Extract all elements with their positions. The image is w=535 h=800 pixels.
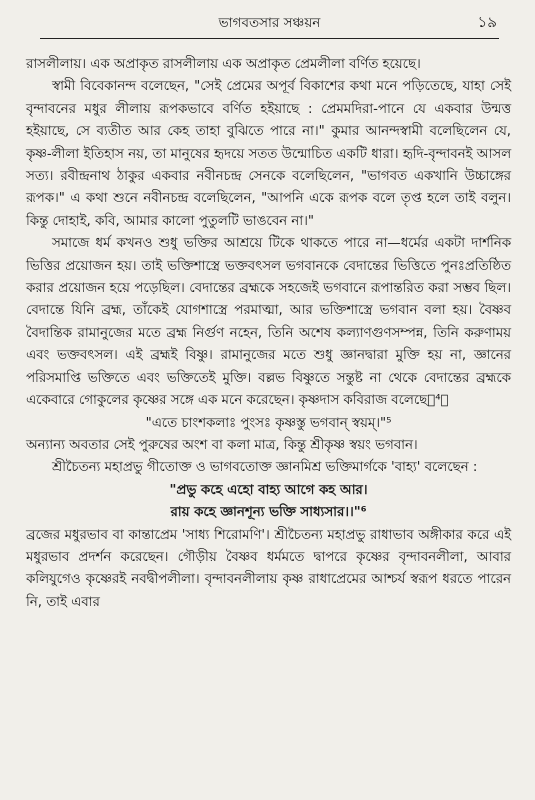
paragraph: রাসলীলায়। এক অপ্রাকৃত রাসলীলায় এক অপ্রাকৃত প্রেমলীলা বর্ণিত হয়েছে। xyxy=(26,57,421,72)
page-body xyxy=(26,54,511,614)
paragraph: স্বামী বিবেকানন্দ বলেছেন, "সেই প্রেমের অপূর্ব বিকাশের কথা মনে পড়িতেছে, যাহা সেই বৃন্দাবনের মধুর লীলায় রূপকভাবে বর্ণিত হইয়াছে : প্রেমমদিরা-পানে যে একবার উন্মত্ত হইয়াছে, সে ব্যতীত আর কেহ তাহা বুঝিতে পারে না।" কুমার আনন্দস্বামী বলেছিলেন যে, কৃষ্ণ-লীলা ইতিহাস নয়, তা মানুষের হৃদয়ে সতত উন্মোচিত একটি ধারা। হৃদি-বৃন্দাবনই আসল সত্য। রবীন্দ্রনাথ ঠাকুর একবার নবীনচন্দ্র সেনকে বলেছিলেন, "ভাগবত একখানি উচ্চাঙ্গের রূপক।" এ কথা শুনে নবীনচন্দ্র বলেছিলেন, "আপনি একে রূপক বলে তৃপ্ত হলে তাই বলুন। কিন্তু দোহাই, কবি, আমার কালো পুতুলটি ভাঙবেন না।" xyxy=(26,79,511,229)
paragraph: সমাজে ধর্ম কখনও শুধু ভক্তির আশ্রয়ে টিকে থাকতে পারে না—ধর্মের একটা দার্শনিক ভিত্তির প্রয়োজন হয়। তাই ভক্তিশাস্ত্রে ভক্তবৎসল ভগবানকে বেদান্তের ভিত্তিতে পুনঃপ্রতিষ্ঠিত করার প্রয়োজন হয়ে পড়েছিল। বেদান্তের ব্রহ্মকে সহজেই ভগবানে রূপান্তরিত করা সম্ভব ছিল। বেদান্তে যিনি ব্রহ্ম, তাঁকেই যোগশাস্ত্রে পরমাত্মা, আর ভক্তিশাস্ত্রে ভগবান বলা হয়। বৈষ্ণব বৈদান্তিক রামানুজের মতে ব্রহ্ম নির্গুণ নহেন, তিনি অশেষ কল্যাণগুণসম্পন্ন, তিনি করুণাময় এবং ভক্তবৎসল। এই ব্রহ্মই বিষ্ণু। রামানুজের মতে শুধু জ্ঞানদ্বারা মুক্তি হয় না, জ্ঞানের পরিসমাপ্তি ভক্তিতে এবং ভক্তিতেই মুক্তি। বল্লভ বিষ্ণুতে সন্তুষ্ট না থেকে বেদান্তের ব্রহ্মকে একেবারে গোকুলের কৃষ্ণের সঙ্গে এক মনে করেছেন। কৃষ্ণদাস কবিরাজ বলেছেন⁴ঃ xyxy=(26,236,511,409)
sanskrit-quote: "এতে চাংশকলাঃ পুংসঃ কৃষ্ণস্তু ভগবান্ স্বয়ম্।"⁵ xyxy=(145,415,392,431)
running-header xyxy=(40,8,499,39)
page-number: ১৯ xyxy=(477,13,497,31)
running-title: ভাগবতসার সঞ্চয়ন xyxy=(218,15,321,31)
paragraph: শ্রীচৈতন্য মহাপ্রভু গীতোক্ত ও ভাগবতোক্ত জ্ঞানমিশ্র ভক্তিমার্গকে 'বাহ্য' বলেছেন : xyxy=(52,460,478,476)
verse-line: রায় কহে জ্ঞানশূন্য ভক্তি সাধ্যসার।।"⁶ xyxy=(170,505,367,521)
verse-line: "প্রভু কহে এহো বাহ্য আগে কহ আর। xyxy=(169,482,368,498)
paragraph: ব্রজের মধুরভাব বা কান্তাপ্রেম 'সাধ্য শিরোমণি'। শ্রীচৈতন্য মহাপ্রভু রাধাভাব অঙ্গীকার করে এই মধুরভাব প্রদর্শন করেছেন। গৌড়ীয় বৈষ্ণব ধর্মমতে দ্বাপরে কৃষ্ণের বৃন্দাবনলীলা, আবার কলিযুগেও কৃষ্ণেরই নবদ্বীপলীলা। বৃন্দাবনলীলায় কৃষ্ণ রাধাপ্রেমের আশ্চর্য স্বরূপ ধরতে পারেন নি, তাই এবার xyxy=(26,527,511,610)
paragraph: অন্যান্য অবতার সেই পুরুষের অংশ বা কলা মাত্র, কিন্তু শ্রীকৃষ্ণ স্বয়ং ভগবান। xyxy=(26,437,418,453)
